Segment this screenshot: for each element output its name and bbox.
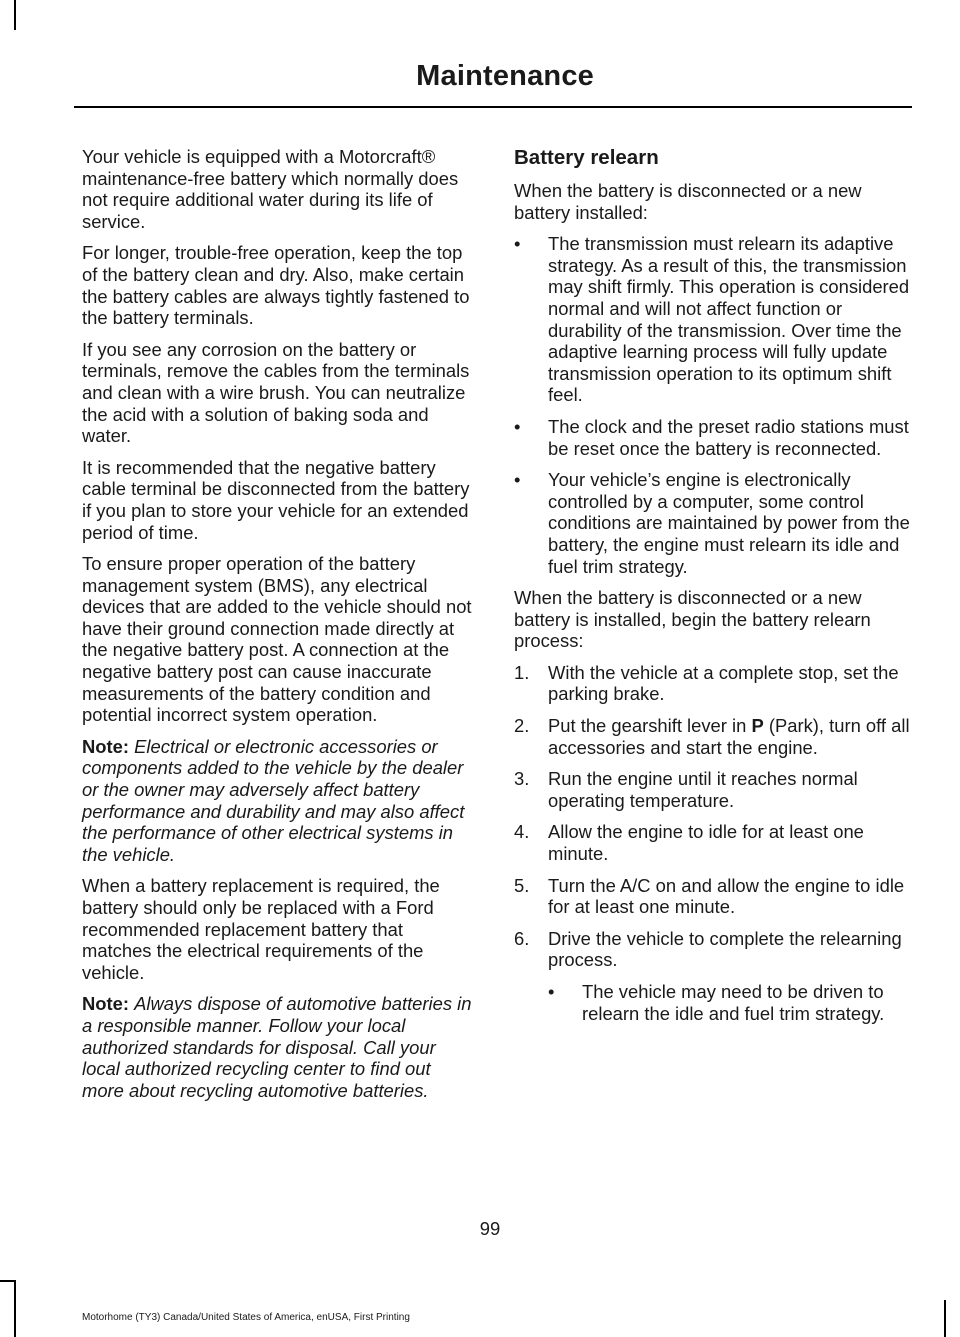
step-number: 5. [514,874,530,896]
left-column [82,146,476,1111]
crop-mark [14,1280,16,1337]
steps-list [514,662,912,1024]
step-item [514,662,912,705]
paragraph: When the battery is disconnected or a new battery is installed, begin the battery relearn process: [514,587,871,652]
step-item [514,875,912,918]
step-item [514,768,912,811]
sub-list-item: • The vehicle may need to be driven to relearn the idle and fuel trim strategy. [548,981,912,1024]
paragraph: To ensure proper operation of the battery management system (BMS), any electrical devices that are added to the vehicle should not have their ground connection made directly at the negative battery post. A connection at the negative battery post can cause inaccurate measurements of the battery condition and potential incorrect system operation. [82,553,472,726]
step-item [514,821,912,864]
sub-bullet-list [548,981,912,1024]
list-item: • The transmission must relearn its adaptive strategy. As a result of this, the transmission may shift firmly. This operation is considered normal and will not affect function or durability of the transmission. Over time the adaptive learning process will fully update transmission operation to its optimum shift feel. [514,233,912,406]
note-text: Always dispose of automotive batteries in a responsible manner. Follow your local authorized standards for disposal. Call your local authorized recycling center to find out more about recycling automotive batteries. [82,993,472,1101]
header-divider [74,106,912,108]
page-title: Maintenance [416,60,594,92]
step-number: 2. [514,715,530,737]
step-item [514,928,912,1024]
step-number: 4. [514,821,530,843]
note-label: Note: [82,735,129,757]
paragraph: If you see any corrosion on the battery or terminals, remove the cables from the terminals and clean with a wire brush. You can neutralize the acid with a solution of baking soda and water. [82,338,470,447]
step-text: Turn the A/C on and allow the engine to idle for at least one minute. [548,874,905,918]
paragraph: When the battery is disconnected or a new battery installed: [514,180,862,223]
step-number: 3. [514,768,530,790]
list-item: • Your vehicle’s engine is electronically controlled by a computer, some control conditions are maintained by power from the battery, the engine must relearn its idle and fuel trim strategy. [514,469,912,577]
step-text: Allow the engine to idle for at least one minute. [548,821,864,865]
paragraph: It is recommended that the negative battery cable terminal be disconnected from the battery if you plan to store your vehicle for an extended period of time. [82,456,470,543]
crop-mark [944,1300,946,1337]
step-text: Run the engine until it reaches normal operating temperature. [548,768,858,811]
note [82,736,476,866]
note-label: Note: [82,993,129,1015]
list-item: • The clock and the preset radio stations must be reset once the battery is reconnected. [514,416,912,459]
footer-text: Motorhome (TY3) Canada/United States of America, enUSA, First Printing [82,1312,410,1323]
step-text-pre: Put the gearshift lever in [548,715,752,737]
crop-mark [14,0,16,30]
section-heading: Battery relearn [514,146,659,169]
step-number: 1. [514,661,530,683]
right-column [514,146,912,1034]
step-text: Drive the vehicle to complete the relearning process. [548,927,902,971]
note [82,993,476,1101]
step-text-post: (Park), turn off all accessories and start the engine. [548,715,910,758]
paragraph: Your vehicle is equipped with a Motorcraft® maintenance-free battery which normally does not require additional water during its life of service. [82,146,459,232]
gear-letter: P [751,715,764,737]
page-number: 99 [479,1218,501,1239]
step-number: 6. [514,927,530,949]
paragraph: For longer, trouble-free operation, keep the top of the battery clean and dry. Also, make certain the battery cables are always tightly fastened to the battery terminals. [82,242,470,329]
step-item [514,715,912,758]
bullet-list [514,233,912,577]
note-text: Electrical or electronic accessories or components added to the vehicle by the dealer or the owner may adversely affect battery performance and durability and may also affect the performance of other electrical systems in the vehicle. [82,735,465,865]
paragraph: When a battery replacement is required, the battery should only be replaced with a Ford recommended replacement battery that matches the electrical requirements of the vehicle. [82,875,440,983]
step-text: With the vehicle at a complete stop, set the parking brake. [548,661,899,705]
